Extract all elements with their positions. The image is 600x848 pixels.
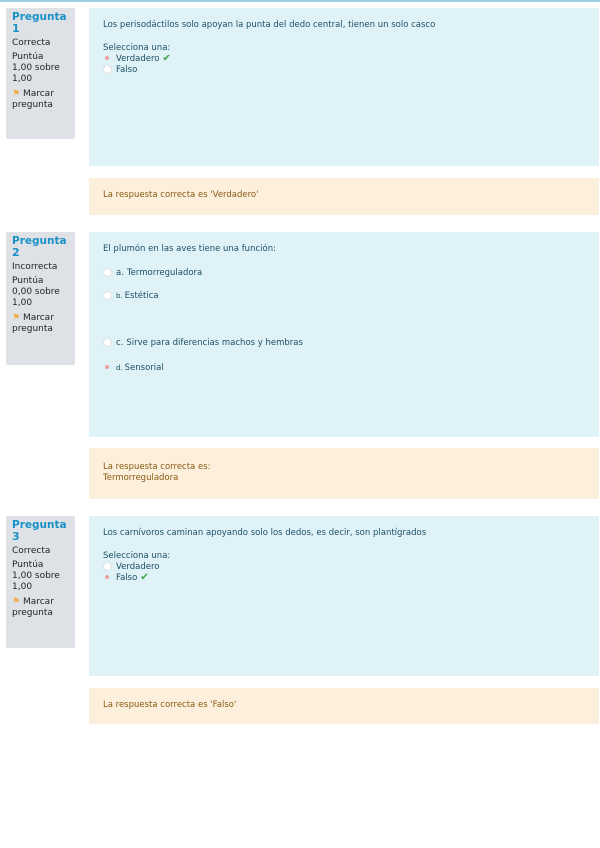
answer-option[interactable]: a. Termorreguladora — [103, 267, 585, 278]
answer-option[interactable]: d. Sensorial — [103, 362, 585, 373]
radio-selected[interactable] — [103, 573, 112, 582]
answer-option[interactable]: Falso — [103, 64, 585, 75]
check-icon: ✔ — [140, 572, 149, 583]
feedback-box: La respuesta correcta es 'Verdadero' — [89, 178, 599, 215]
question-grade: Puntúa 0,00 sobre 1,00 — [12, 276, 60, 308]
question-number: Pregunta 2 — [12, 235, 67, 259]
question-formulation — [89, 232, 599, 437]
question-text: Los carnívoros caminan apoyando solo los dedos, es decir, son plantígrados — [103, 528, 427, 538]
top-border — [0, 0, 600, 2]
radio-button[interactable] — [103, 65, 112, 74]
question-grade: Puntúa 1,00 sobre 1,00 — [12, 52, 60, 84]
radio-button[interactable] — [103, 291, 112, 300]
question-info — [6, 516, 75, 648]
question-text: El plumón en las aves tiene una función: — [103, 244, 276, 254]
question-formulation — [89, 516, 599, 676]
question-info — [6, 8, 75, 139]
answer-prompt: Selecciona una: — [103, 43, 171, 53]
feedback-box: La respuesta correcta es: Termorreguladora — [89, 448, 599, 499]
answer-option[interactable]: Verdadero ✔ — [103, 53, 585, 64]
answer-option[interactable]: c. Sirve para diferencias machos y hembras — [103, 337, 585, 348]
flag-question-link[interactable]: ⚑ Marcar pregunta — [12, 89, 54, 110]
radio-selected[interactable] — [103, 363, 112, 372]
flag-question-link[interactable]: ⚑ Marcar pregunta — [12, 313, 54, 334]
flag-icon: ⚑ — [12, 313, 21, 323]
answer-option[interactable]: b. Estética — [103, 290, 585, 301]
flag-icon: ⚑ — [12, 597, 21, 607]
question-state: Correcta — [12, 38, 51, 48]
question-state: Incorrecta — [12, 262, 58, 272]
question-text: Los perisodáctilos solo apoyan la punta del dedo central, tienen un solo casco — [103, 20, 436, 30]
question-state: Correcta — [12, 546, 51, 556]
feedback-box: La respuesta correcta es 'Falso' — [89, 688, 599, 724]
answer-prompt: Selecciona una: — [103, 551, 171, 561]
check-icon: ✔ — [162, 53, 171, 64]
answer-option[interactable]: Verdadero — [103, 561, 585, 572]
radio-button[interactable] — [103, 268, 112, 277]
radio-button[interactable] — [103, 562, 112, 571]
answer-option[interactable]: Falso ✔ — [103, 572, 585, 583]
question-number: Pregunta 1 — [12, 11, 67, 35]
question-formulation — [89, 8, 599, 166]
question-info — [6, 232, 75, 365]
question-number: Pregunta 3 — [12, 519, 67, 543]
radio-selected[interactable] — [103, 54, 112, 63]
flag-icon: ⚑ — [12, 89, 21, 99]
radio-button[interactable] — [103, 338, 112, 347]
question-grade: Puntúa 1,00 sobre 1,00 — [12, 560, 60, 592]
flag-question-link[interactable]: ⚑ Marcar pregunta — [12, 597, 54, 618]
